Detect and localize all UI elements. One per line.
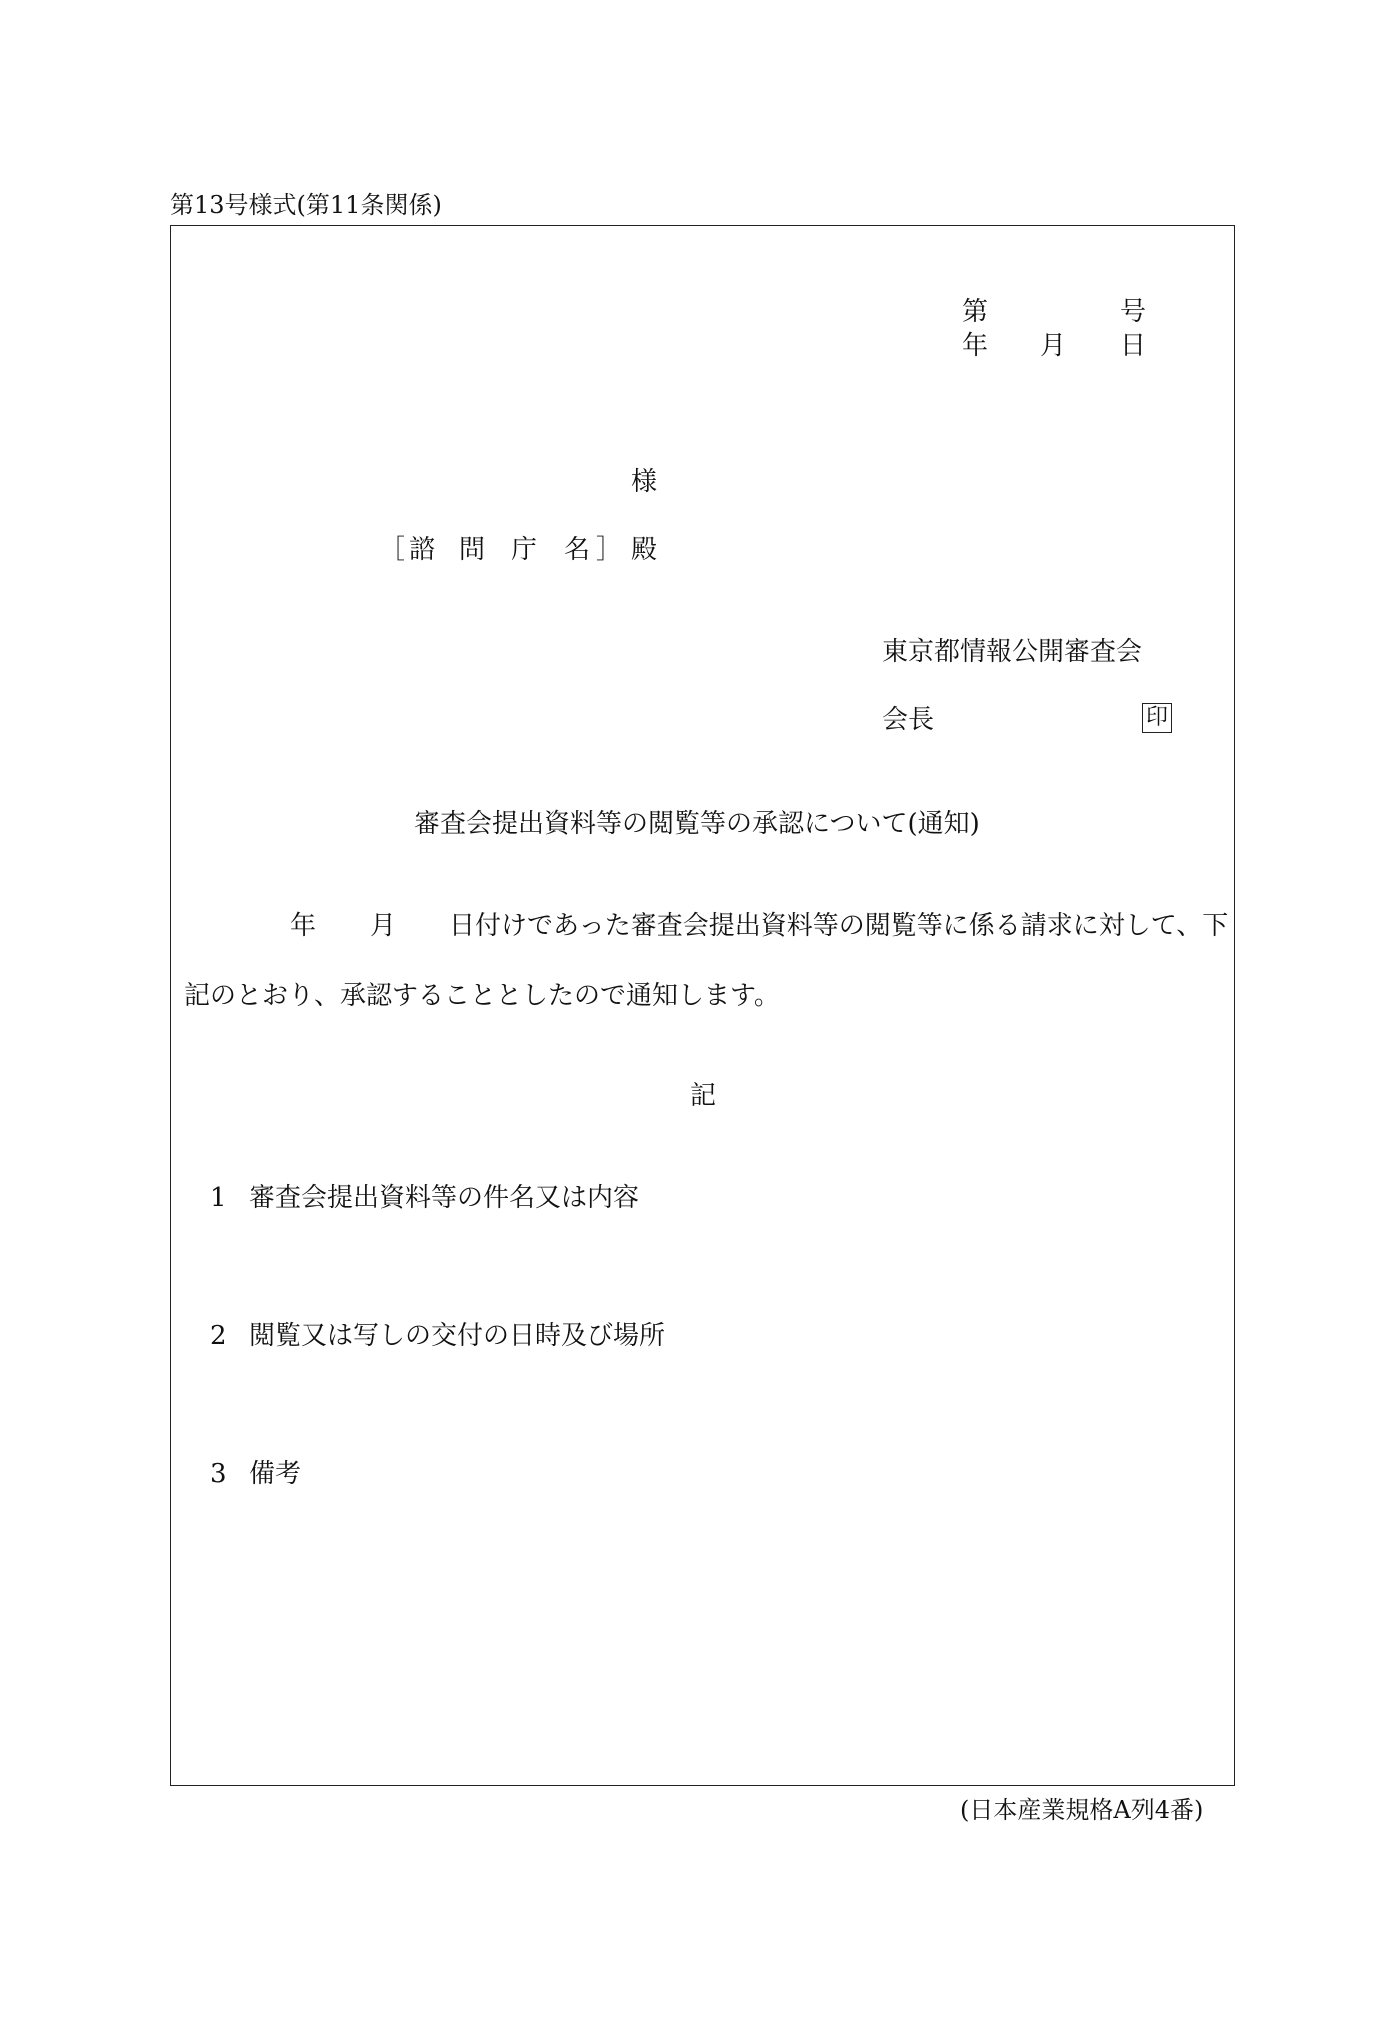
item-1-number: 1: [210, 1183, 227, 1213]
sender-organization: 東京都情報公開審査会: [882, 637, 1143, 667]
date-day: 日: [1120, 331, 1147, 361]
item-2-label: 閲覧又は写しの交付の日時及び場所: [249, 1321, 666, 1351]
body-line-2: 記のとおり、承認することとしたので通知します。: [184, 981, 780, 1011]
number-suffix: 号: [1120, 297, 1147, 327]
body-line-1: 日付けであった審査会提出資料等の閲覧等に係る請求に対して、下: [449, 911, 1229, 941]
paper-size-note: (日本産業規格A列4番): [960, 1796, 1204, 1824]
seal-mark: 印: [1142, 703, 1172, 733]
addressee-agency-char-3: 庁: [511, 535, 538, 565]
body-year: 年: [290, 911, 317, 941]
ki-heading: 記: [690, 1081, 717, 1111]
addressee-dono: 殿: [631, 535, 658, 565]
item-1-label: 審査会提出資料等の件名又は内容: [249, 1183, 640, 1213]
item-2-number: 2: [210, 1321, 227, 1351]
addressee-agency-char-1: 諮: [409, 535, 436, 565]
form-number-label: 第13号様式(第11条関係): [170, 191, 442, 219]
addressee-bracket-close: ］: [596, 535, 623, 565]
document-title: 審査会提出資料等の閲覧等の承認について(通知): [414, 809, 980, 839]
body-month: 月: [370, 911, 397, 941]
addressee-bracket-open: ［: [379, 535, 406, 565]
addressee-sama: 様: [631, 467, 658, 497]
addressee-agency-char-2: 問: [459, 535, 486, 565]
sender-title: 会長: [882, 705, 935, 735]
number-prefix: 第: [962, 297, 989, 327]
item-3-label: 備考: [249, 1459, 302, 1489]
item-3-number: 3: [210, 1459, 227, 1489]
date-year: 年: [962, 331, 989, 361]
date-month: 月: [1040, 331, 1067, 361]
addressee-agency-char-4: 名: [564, 535, 591, 565]
